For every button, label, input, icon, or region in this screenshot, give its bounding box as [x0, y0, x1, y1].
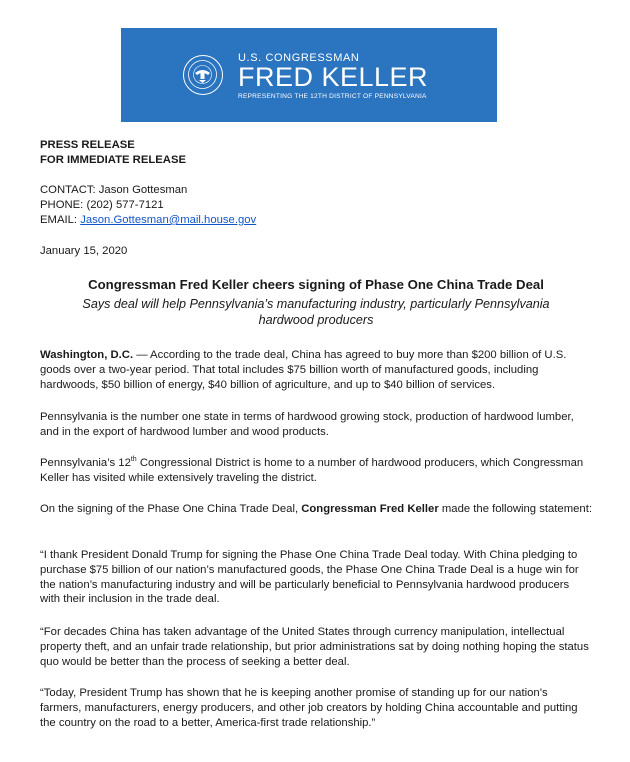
contact-phone: PHONE: (202) 577-7121 — [40, 199, 164, 211]
quote-paragraph-3: “Today, President Trump has shown that he is keeping another promise of standing up for our nation’s farmers, manufacturers, energy producers, and other job creators by holding China accountable and putting the country on the road to a better, America-first trade relationship.” — [40, 687, 578, 729]
release-timing: FOR IMMEDIATE RELEASE — [40, 154, 187, 166]
house-seal-icon — [183, 55, 223, 95]
contact-email-label: EMAIL: — [40, 214, 81, 226]
subheadline: Says deal will help Pennsylvania’s manufacturing industry, particularly Pennsylvania hardwood producers — [82, 297, 550, 327]
quote-paragraph-1: “I thank President Donald Trump for signing the Phase One China Trade Deal today. With China pledging to purchase $75 billion of our nation’s manufactured goods, the Phase One China Trade Deal is a huge win for the nation’s manufacturing industry and will be particularly beneficial to Pennsylvania hardwood producers with their inclusion in the trade deal. — [40, 549, 579, 606]
paragraph-4-b: made the following statement: — [438, 503, 592, 515]
release-type: PRESS RELEASE — [40, 139, 135, 151]
speaker-name: Congressman Fred Keller — [301, 503, 439, 515]
paragraph-3-sup: th — [130, 456, 137, 464]
paragraph-1 — [40, 348, 592, 392]
release-date: January 15, 2020 — [40, 245, 128, 257]
headline: Congressman Fred Keller cheers signing of Phase One China Trade Deal — [88, 277, 544, 292]
paragraph-3 — [40, 456, 592, 486]
contact-name: CONTACT: Jason Gottesman — [40, 184, 188, 196]
quote-paragraph-2: “For decades China has taken advantage of the United States through currency manipulation, intellectual property theft, and an unfair trade relationship, but prior administrations sat by doing nothing hoping the status quo would be better than the process of seeking a better deal. — [40, 626, 589, 668]
paragraph-4 — [40, 502, 592, 517]
paragraph-3-b: Congressional District is home to a number of hardwood producers, which Congressman Keller has visited while extensively traveling the district. — [40, 457, 584, 484]
paragraph-3-a: Pennsylvania’s 12 — [40, 457, 131, 469]
contact-email-link[interactable]: Jason.Gottesman@mail.house.gov — [80, 214, 257, 226]
banner-title-block — [238, 52, 428, 101]
banner-district: REPRESENTING THE 12TH DISTRICT OF PENNSYLVANIA — [238, 93, 427, 100]
header-banner — [121, 28, 497, 122]
paragraph-2: Pennsylvania is the number one state in terms of hardwood growing stock, production of hardwood lumber, and in the export of hardwood lumber and wood products. — [40, 411, 574, 438]
dateline: Washington, D.C. — [40, 349, 134, 361]
paragraph-1-text: — According to the trade deal, China has agreed to buy more than $200 billion of U.S. goods over a two-year period. That total includes $75 billion worth of manufactured goods, including hardwoods, $50 billion of energy, $40 billion of agriculture, and up to $40 billion of services. — [40, 349, 567, 391]
banner-line-1: U.S. CONGRESSMAN — [238, 52, 360, 64]
contact-email-row — [40, 213, 592, 228]
banner-name: FRED KELLER — [238, 62, 429, 92]
paragraph-4-a: On the signing of the Phase One China Trade Deal, — [40, 503, 302, 515]
